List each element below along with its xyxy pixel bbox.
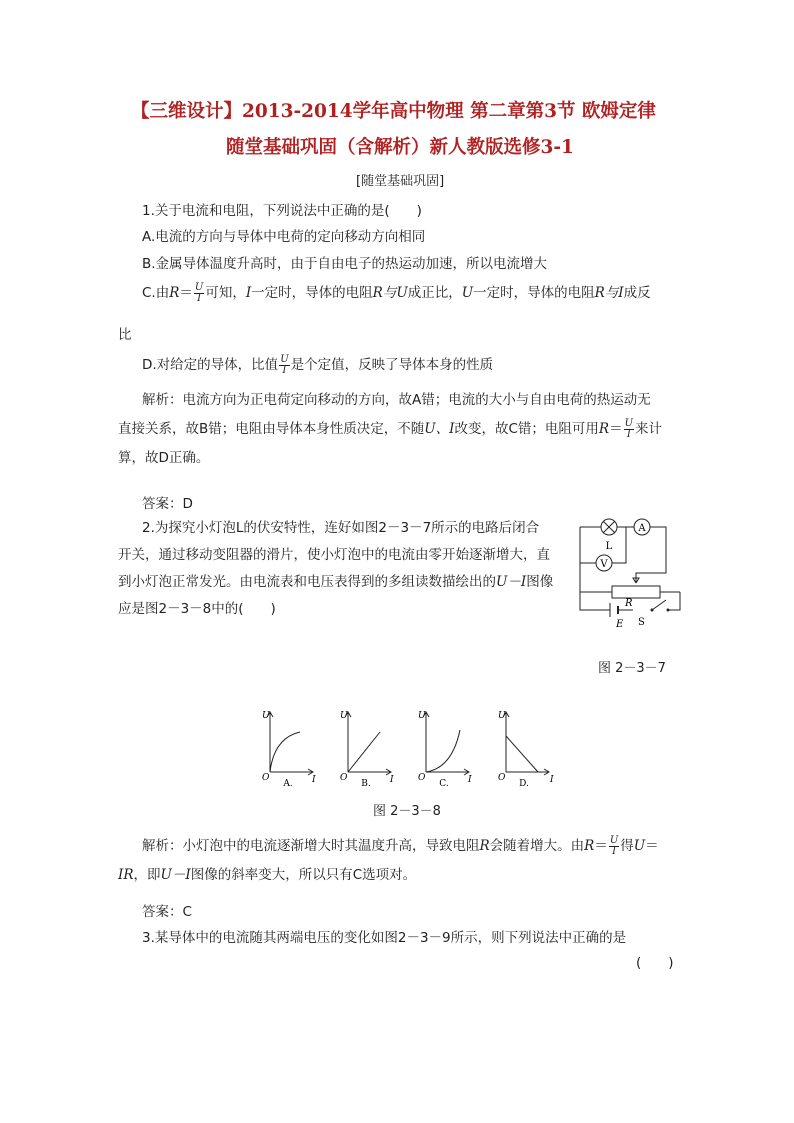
q2-answer: 答案：C: [142, 904, 192, 920]
svg-text:U: U: [418, 711, 426, 721]
fraction-u-over-i: $\frac{U}{I}$: [624, 417, 634, 440]
q1-answer: 答案：D: [142, 496, 193, 512]
svg-text:I: I: [550, 775, 554, 785]
q1-option-c: C.由R＝ $\frac{U}{I}$ 可知，I一定时，导体的电阻R与U成正比，U一定时，导体的电阻R与I成反: [142, 281, 651, 304]
svg-text:O: O: [340, 773, 348, 783]
switch-label: S: [638, 617, 645, 628]
fraction-u-over-i: $\frac{U}{I}$: [280, 353, 289, 376]
q1-analysis: 解析：电流方向为正电荷定向移动的方向，故A错；电流的大小与自由电荷的热运动无 直接关系，故B错；电阻由导体本身性质决定，不随U、I改变，故C错；电阻可用R＝ $\frac{U}{I}$ 来计 算，故D正确。: [118, 392, 663, 466]
svg-text:I: I: [312, 775, 316, 785]
svg-text:U: U: [262, 711, 270, 721]
figure-caption-2-3-7: 图 2－3－7: [598, 661, 666, 676]
svg-text:I: I: [468, 775, 472, 785]
option-label-a: A.: [283, 779, 293, 789]
figure-caption-2-3-8: 图 2－3－8: [373, 804, 441, 819]
lamp-icon: [601, 519, 617, 535]
svg-text:O: O: [498, 773, 506, 783]
svg-text:U: U: [498, 711, 506, 721]
section-tag: [随堂基础巩固]: [356, 174, 445, 189]
svg-text:I: I: [390, 775, 394, 785]
graph-option-d: [494, 706, 558, 791]
graph-option-a: [258, 706, 318, 791]
option-label-c: C.: [439, 779, 449, 789]
svg-text:O: O: [418, 773, 426, 783]
option-label-d: D.: [519, 779, 529, 789]
document-title-line2: 随堂基础巩固（含解析）新人教版选修3-1: [226, 137, 574, 158]
svg-text:V: V: [600, 559, 608, 570]
q1-option-c-cont: 比: [118, 327, 132, 343]
ammeter-icon: [634, 519, 650, 535]
q2-analysis: 解析：小灯泡中的电流逐渐增大时其温度升高，导致电阻R会随着增大。由R＝ $\frac{U}{I}$ 得U＝ IR，即U－I图像的斜率变大，所以只有C选项对。: [118, 834, 659, 883]
svg-text:O: O: [262, 773, 270, 783]
graph-option-b: [336, 706, 396, 791]
rheostat-label: R: [625, 598, 633, 609]
q2-stem: 2.为探究小灯泡L的伏安特性，连好如图2－3－7所示的电路后闭合 开关，通过移动变阻器的滑片，使小灯泡中的电流由零开始逐渐增大，直 到小灯泡正常发光。由电流表和电压表得到的多组读数描绘出的U－I图像 应是图2－3－8中的( ): [118, 520, 554, 617]
q3-answer-blank: ( ): [636, 955, 674, 971]
svg-text:A: A: [638, 523, 646, 534]
svg-text:U: U: [340, 711, 348, 721]
q1-stem: 1.关于电流和电阻，下列说法中正确的是( ): [142, 203, 422, 219]
q1-option-a: A.电流的方向与导体中电荷的定向移动方向相同: [142, 229, 426, 245]
graph-options: [258, 706, 558, 791]
document-title-line1: 【三维设计】2013-2014学年高中物理 第二章第3节 欧姆定律: [131, 101, 656, 122]
circuit-diagram: [578, 515, 683, 635]
battery-label: E: [616, 619, 624, 630]
lamp-label: L: [605, 541, 613, 552]
fraction-u-over-i: $\frac{U}{I}$: [194, 281, 204, 304]
battery-icon: [610, 603, 623, 617]
fraction-u-over-i: $\frac{U}{I}$: [609, 834, 619, 857]
q1-option-b: B.金属导体温度升高时，由于自由电子的热运动加速，所以电流增大: [142, 256, 548, 272]
graph-option-c: [414, 706, 474, 791]
option-label-b: B.: [361, 779, 371, 789]
q1-option-d: D.对给定的导体，比值 $\frac{U}{I}$ 是个定值，反映了导体本身的性质: [142, 353, 494, 376]
q3-stem: 3.某导体中的电流随其两端电压的变化如图2－3－9所示，则下列说法中正确的是: [142, 930, 627, 946]
voltmeter-icon: [596, 555, 612, 571]
